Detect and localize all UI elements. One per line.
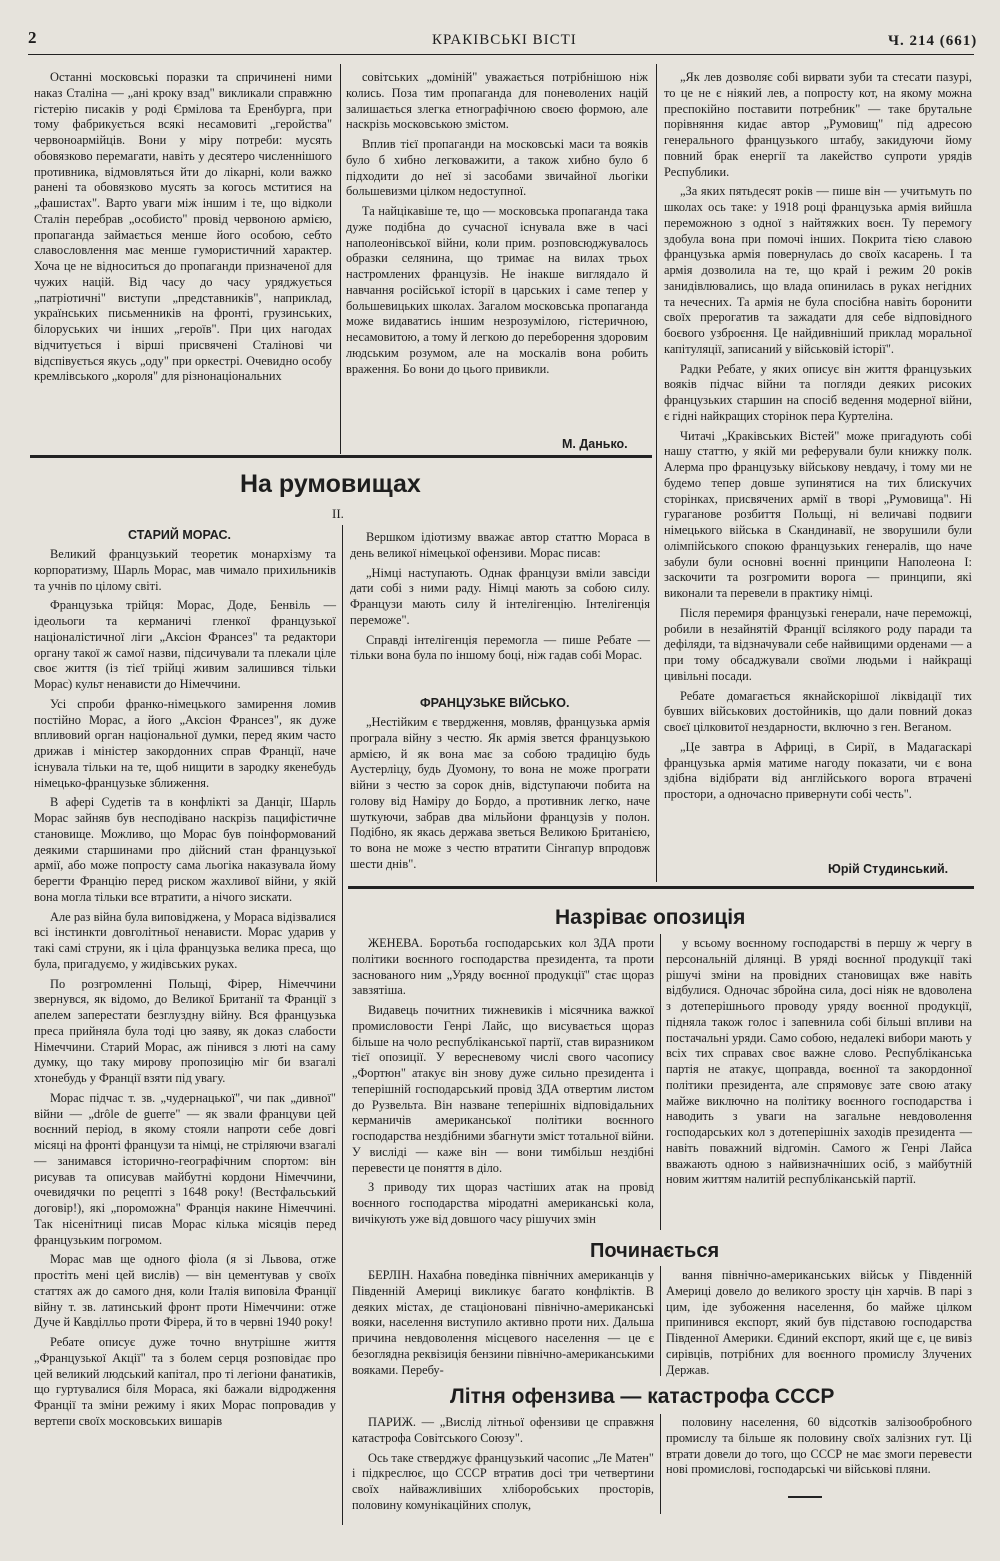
ruins-col3 bbox=[664, 70, 972, 807]
paragraph: совітських „доміній" уважається потрібнішою ніж колись. Поза тим пропаганда для поневолених націй залишається злегка етнографічною своєю формою, але наскрізь московською змістом. bbox=[346, 70, 648, 132]
top-article-col1 bbox=[34, 70, 332, 389]
page-number: 2 bbox=[28, 28, 38, 47]
paragraph: „За яких пятьдесят років — пише він — учитьмуть по школах ось таке: у 1918 році французька армія вийшла переможною з одної з найтяжких воєн. Ту перемогу здобула вона при помочі інших. Покрита тією славою французька армія повернулась до своїх касарень. І та армія дозволила на те, що край і режим 20 років занидівлювались, що влада опинилась в руках негідних та нечесних. Та армія не була спосібна навіть боронити своїх прерогатив та зажадати для себе відповідного боєвого узброєння. Це найдивніший приклад моральної капітуляції, записаний у військовій історії". bbox=[664, 184, 972, 356]
ruins-col2b bbox=[350, 715, 650, 877]
paragraph: половину населення, 60 відсотків залізообробного промислу та більше як половину своїх залізних гут. Ці втрати довели до того, що СССР не має змоги перевести нові промислові, господарські чи військові пляни. bbox=[666, 1415, 972, 1477]
paragraph: „Німці наступають. Однак французи вміли завсіди дати собі з ними раду. Німці мають за собою силу. Французи мають силу й інтелігенцію. Інтелігенція переможе". bbox=[350, 565, 650, 627]
paragraph: Ребате домагається якнайскорішої ліквідації тих бувших військових достойників, що дали повний доказ своєї цілковитої нездарности, включно з ген. Веганом. bbox=[664, 688, 972, 734]
summer-col2 bbox=[666, 1415, 972, 1482]
paragraph: З приводу тих щораз частіших атак на провід воєнного господарства міродатні американські кола, вичікують уже від довшого часу рішучих змін bbox=[352, 1180, 654, 1226]
opposition-col2 bbox=[666, 936, 972, 1192]
ruins-title: На румовищах bbox=[240, 470, 421, 498]
section-rule bbox=[348, 886, 974, 889]
paragraph: ПАРИЖ. — „Вислід літньої офензиви це справжня катастрофа Совітського Союзу". bbox=[352, 1415, 654, 1445]
paragraph: Але раз війна була виповіджена, у Мораса відізвалися всі інстинкти довголітньої ненависти. Морас ударив у такі самі струни, як і ціла французька велика преса, що була, пригадуємо, у жидівських руках. bbox=[34, 909, 336, 971]
signature-danko: М. Данько. bbox=[562, 437, 628, 451]
issue-number: Ч. 214 (661) bbox=[888, 33, 978, 49]
paragraph: Та найцікавіше те, що — московська пропаганда така дуже подібна до сучасної існувала вже в часі наполеонівської війни, коли прим. розповсюджувалось образки селянина, що тримає на вилах трьох настромлених французів. Не інакше виглядало й навчання російської історії в царських і саме тепер у большевицьких школах. Загалом московська пропаганда може видаватись іншим незрозумілою, гістеричною, несамовитою, а тому й легкою до переборення здоровим людським розумом, але на москалів вона робить враження. Бо вони до цього привикли. bbox=[346, 204, 648, 376]
paragraph: вання північно-американських військ у Південній Америці довело до великого зросту цін харчів. В парі з цим, іде зубоження населення, бо майже цілком припинився експорт, який був підставою господарства Південної Америки. Єдиний експорт, який ще є, це вивіз сирівців, потрібних для воєнного промислу Злучених Держав. bbox=[666, 1268, 972, 1377]
masthead: КРАКІВСЬКІ ВІСТІ bbox=[432, 32, 577, 48]
column-rule bbox=[660, 934, 661, 1230]
ruins-col1 bbox=[34, 547, 336, 1434]
ruins-part: II. bbox=[332, 506, 344, 521]
ruins-col2a bbox=[350, 530, 650, 668]
ruins-subhead-french-army: ФРАНЦУЗЬКЕ ВІЙСЬКО. bbox=[420, 696, 570, 710]
signature-studynsky: Юрій Студинський. bbox=[828, 862, 949, 876]
paragraph: Радки Ребате, у яких описує він життя французьких вояків підчас війни та погляди деяких рисоких французьких старшин на спосіб ведення модерної війни, є гідні найкращих сторінок пера Куртеліна. bbox=[664, 361, 972, 423]
paragraph: Вплив тієї пропаганди на московські маси та вояків було б хибно легковажити, а також хибно було б підходити до неї зі засобами звичайної льогіки большевизми цілком недоступної. bbox=[346, 137, 648, 199]
paragraph: Читачі „Краківських Вістей" може пригадують собі нашу статтю, у якій ми реферували були книжку полк. Алерма про французьку військову невдачу, і тому ми не будемо тепер довше зупинятися на тих блискучих сторінках, присвячених армії в творі „Румовища". Ні гураганове розбиття Польщі, ні величаві подвиги німецького війська в Скандинавії, не зворушили були олімпійського спокою французьких генералів, що наче забули були основні воєнні принципи Наполеона I: заскочити та розгромити ворога — принципи, які виконали та перевели в практику німці. bbox=[664, 428, 972, 600]
column-rule bbox=[660, 1414, 661, 1514]
paragraph: у всьому воєнному господарстві в першу ж чергу в персональній ділянці. В уряді воєнної продукції такі рішучі зміни на провідних становищах вже навіть відбулися. Одночас збройна сила, досі ніяк не вдоволена з дотеперішнього проводу уряду воєнної продукції, піднялa також голос і запевнила собі більші впливи на постачальні уряди. Само собою, недалекі вибори мають у всіх тих справах своє важне слово. Республіканська партія не атакує, щоправда, воєнної та закордонної політики президента, але спрямовує зате свою атаку майже виключно на політику воєнного господарства і наводить з уваги на загальне невдоволення господарських кол з дотеперішніх заходів президента — навіть поважний відгомін. Самого ж Генрі Лайса вважають одною з найвизначніших осіб, з майбутній новим життям налитій республіканській партії. bbox=[666, 936, 972, 1187]
paragraph: Останні московські поразки та спричинені ними наказ Сталіна — „ані кроку взад" викликали справжню гістерію писаків у роді Єрмілова та Еренбурга, при тому фабрикується всякі несамовиті „геройства" червоноармійців. Вони у міру потреби: мусять обовязково перемагати, навіть у десятеро численнішого противника, відмовляться йти до лікарні, коли важко ранені та обовязково мусять за когось мститися на „фашистах". Варто уваги між іншим і те, що відколи Сталін перебрав „особисто" провід червоною армією, пропаганда займається менше його особою, себто славословлення має менше гумористичний характер. Хоча це не відноситься до пропаганди призначеної для чужих націй. Від часу до часу уряджується „патріотичні" виступи „представників", наприклад, українських письменників на фронті, грузинських, білоруських чи інших „героїв". При цих нагодах відчитується і вірші присвячені Сталінові чи відспівується якусь „оду" при оркестрі. Очевидно особу кремлівського „короля" для різнонаціональних bbox=[34, 70, 332, 384]
paragraph: По розгромленні Польщі, Фірер, Німеччини звернувся, як відомо, до Великої Британії та Франції з апелем заперестати безглуздну війну. Вся французька преса прийняла була тоді цю заяву, як доказ слабости Німеччини. Старий Морас, аж пінився з люті на саму думку, що таку мирову пропозицію міг би взагалі хтонебудь у Франції взяти під увагу. bbox=[34, 976, 336, 1085]
section-rule bbox=[30, 455, 652, 458]
begins-col1 bbox=[352, 1268, 654, 1382]
ruins-subhead-old-maurras: СТАРИЙ МОРАС. bbox=[128, 528, 231, 542]
paragraph: Видавець почитних тижневиків і місячника важкої промисловости Генрі Лайс, що висувається щораз більше на чоло республіканської партії, став виразником тієї опозиції. У вересневому числі свого часопису „Фортюн" атакує він знову дуже сильно президента і теперішній господарський провід ЗДА отвертим листом до Рузвельта. Він назване теперішніх відповідальних керманичів американської політики воєнного господарства нездібними збагнути зміст тотальної війни. У висліді — каже він — вони тимбільш нездібні перевести це поняття в діло. bbox=[352, 1003, 654, 1175]
paragraph: „Нестійким є твердження, мовляв, французька армія програла війну з честю. Як армія звется французькою армією, й як вона має за собою традицію будь Аустерліцу, будь Дуомону, то вона не може програти війни з честю за сорок днів, відступаючи побита на голову від Наміру до Бордо, а противник легко, наче шуткуючи, забрав два мільйони французів у полон. Подібно, як якась держава зветься Великою Британією, то вона не може з честю втратити Сінгапур впродовж шести днів". bbox=[350, 715, 650, 871]
begins-title: Починається bbox=[590, 1240, 720, 1262]
opposition-title: Назріває опозиція bbox=[555, 906, 746, 929]
paragraph: Усі спроби франко-німецького замирення ломив постійно Морас, а його „Аксіон Франсез", як дуже впливовий орган національної думки, перед яким часто дрижав і міністер закордонних справ Франції, наче існувала тільки на те, щоб нищити в зародку якенебудь німецько-французьке зближення. bbox=[34, 696, 336, 790]
column-rule bbox=[342, 525, 343, 1525]
begins-col2 bbox=[666, 1268, 972, 1382]
column-rule bbox=[660, 1266, 661, 1376]
paragraph: БЕРЛІН. Нахабна поведінка північних американців у Південній Америці викликує багато конфліктів. В деяких містах, де стаціоновані північно-американські вояки, населення виступило активно проти них. Дальша причина невдоволення місцевого населення — це є безоглядна реквізиція бензини північно-американськими вояками. Перебу- bbox=[352, 1268, 654, 1377]
summer-col1 bbox=[352, 1415, 654, 1518]
top-article-col2 bbox=[346, 70, 648, 381]
column-rule bbox=[340, 64, 341, 454]
paragraph: „Це завтра в Африці, в Сирії, в Мадагаскарі французька армія матиме нагоду показати, чи є вона здібна відібрати від англійського ворога втрачені простори, а одночасно привернути собі честь". bbox=[664, 739, 972, 801]
paragraph: Морас мав ще одного фіола (я зі Львова, отже простіть мені цей вислів) — він цементував у своїх статтях аж до самого дня, коли Італія виповіла Франції війну т. зв. латинський фронт проти Німеччини: отже Дуче й Кавділльо проти Фірера, й то в червні 1940 року! bbox=[34, 1252, 336, 1330]
paragraph: В афері Судетів та в конфлікті за Данціг, Шарль Морас зайняв був несподівано наскрізь пацифістичне становище. Можливо, що Морас був поінформований деякими старшинами про дійсний стан французької армії, або може попросту сама льогіка наказувала йому берегти Францію перед риском жахливої війни, у якій вона могла тільки все втратити, а нічого зискати. bbox=[34, 795, 336, 904]
paragraph: Справді інтелігенція перемогла — пише Ребате — тільки вона була по іншому боці, ніж гадав собі Морас. bbox=[350, 632, 650, 663]
header-rule bbox=[28, 54, 974, 55]
paragraph: Після перемиря французькі генерали, наче переможці, робили в незайнятій Франції всілякого роду паради та дефіляди, та відзначували себе найвищими орденами — а при тому обсаджували своїми людьми і найкращі цивільні посади. bbox=[664, 605, 972, 683]
paragraph: Ребате описує дуже точно внутрішне життя „Французької Акції" та з болем серця розповідає про цей великий людський капітал, про ті легіони фанатиків, що гуртувалися біля Мораса, які бажали відродження Франції та зміни режиму і яких Морас попровадив у вертепи своїх московських вишарів bbox=[34, 1335, 336, 1428]
paragraph: Ось таке стверджує французький часопис „Ле Матен" і підкреслює, що СССР втратив досі три четвертини своїх найважливіших хліборобських просторів, половину комунікаційних сполук, bbox=[352, 1450, 654, 1512]
summer-title: Літня офензива — катастрофа СССР bbox=[450, 1385, 835, 1408]
paragraph: Вершком ідіотизму вважає автор статтю Мораса в день великої німецької офензиви. Морас писав: bbox=[350, 530, 650, 560]
column-rule bbox=[656, 64, 657, 882]
paragraph: „Як лев дозволяє собі вирвати зуби та стесати пазурі, то це не є ніякий лев, а попросту кот, на якому можна преспокійно поставити потребник" — таке брутальне порівняння кидає автор „Румовищ" під адресою генерального французького штабу, закидуючи йому повний брак енергії та лакейство супроти урядів Республики. bbox=[664, 70, 972, 179]
paragraph: Великий французький теоретик монархізму та корпоратизму, Шарль Морас, мав чимало прихильників та учнів по цілому світі. bbox=[34, 547, 336, 593]
paragraph: Морас підчас т. зв. „чудернацької", чи пак „дивної" війни — „drôle de guerre" — як звали француви цей воєнний період, в якому стояли напроти себе довгі місяці на фронті французи та німці, не стріляючи взагалі — занимався історично-географічним спортом: він рисував та описував майбутні кордони Німеччини, очевидячки по рецепті з 1648 року! (Вестфальський договір!), які „пороможна" Франція накине Німеччині. Так нісенітниці писав Морас кілька місяців перед французьким погромом. bbox=[34, 1090, 336, 1247]
end-mark bbox=[788, 1496, 822, 1498]
paragraph: Французька трійця: Морас, Доде, Бенвіль — ідеольоги та керманичі гленкої французької націоналістичної ліги „Аксіон Франсез" та редактори органу такої ж самої назви, підсичували та плекали ціле своє життя (із тієї трійці живим залишився тільки Морас) культ ненависти до Німеччини. bbox=[34, 598, 336, 691]
opposition-col1 bbox=[352, 936, 654, 1232]
paragraph: ЖЕНЕВА. Боротьба господарських кол ЗДА проти політики воєнного господарства президента, та проти заснованого ним „Уряду воєнної продукції" стає щораз завзятіша. bbox=[352, 936, 654, 998]
